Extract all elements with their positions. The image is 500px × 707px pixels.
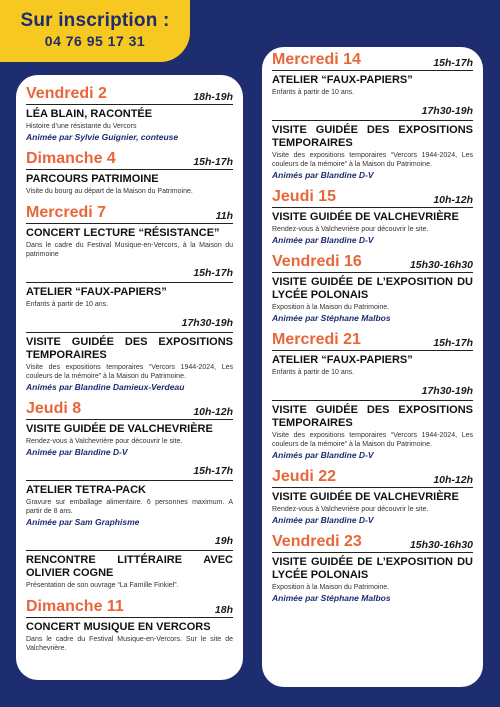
- event-item: [26, 484, 233, 527]
- event-time-row: [272, 381, 473, 401]
- event-host: Animés par Blandine Damieux-Verdeau: [26, 382, 185, 392]
- event-time: 15h-17h: [193, 156, 233, 168]
- event-item: [272, 211, 473, 245]
- event-time: 15h30-16h30: [409, 259, 473, 271]
- event-title: VISITE GUIDÉE DE VALCHEVRIÈRE: [272, 211, 459, 223]
- day-block: [26, 85, 233, 142]
- event-description: Visite des expositions temporaires “Vercors 1944-2024, Les couleurs de la mémoire” à la Maison du Patrimoine.: [272, 432, 473, 448]
- event-title: ATELIER TETRA-PACK: [26, 484, 146, 496]
- event-time-row: [26, 461, 233, 481]
- event-host: Animée par Sam Graphisme: [26, 517, 140, 527]
- event-time: 15h-17h: [193, 267, 233, 279]
- event-time-row: [26, 531, 233, 551]
- day-block: [272, 533, 473, 603]
- day-block: [26, 204, 233, 392]
- day-name: Jeudi 22: [272, 468, 337, 485]
- event-description: Présentation de son ouvrage “La Famille Finkiel”.: [26, 582, 179, 589]
- event-time: 15h-17h: [193, 465, 233, 477]
- event-description: Visite du bourg au départ de la Maison du Patrimoine.: [26, 188, 193, 195]
- event-item: [26, 621, 233, 653]
- day-header: [26, 85, 233, 105]
- event-host: Animée par Blandine D-V: [26, 447, 128, 457]
- event-time: 10h-12h: [433, 474, 473, 486]
- day-name: Mercredi 21: [272, 331, 361, 348]
- event-time: 15h30-16h30: [409, 539, 473, 551]
- event-time: 17h30-19h: [421, 385, 473, 397]
- day-name: Mercredi 7: [26, 204, 107, 221]
- day-header: [26, 150, 233, 170]
- event-title: VISITE GUIDÉE DES EXPOSITIONS TEMPORAIRES: [26, 336, 233, 361]
- day-header: [26, 204, 233, 224]
- day-header: [26, 400, 233, 420]
- event-host: Animée par Blandine D-V: [272, 235, 374, 245]
- event-time-row: [26, 263, 233, 283]
- event-item: [26, 227, 233, 259]
- event-time: 15h-17h: [433, 337, 473, 349]
- event-title: VISITE GUIDÉE DE L’EXPOSITION DU LYCÉE POLONAIS: [272, 276, 473, 301]
- event-time: 15h-17h: [433, 57, 473, 69]
- event-title: VISITE GUIDÉE DES EXPOSITIONS TEMPORAIRES: [272, 124, 473, 149]
- day-header: [272, 533, 473, 553]
- day-header: [272, 331, 473, 351]
- event-title: ATELIER “FAUX-PAPIERS”: [26, 286, 167, 298]
- event-description: Histoire d’une résistante du Vercors: [26, 123, 137, 130]
- event-item: [26, 286, 233, 309]
- event-host: Animée par Sylvie Guignier, conteuse: [26, 132, 179, 142]
- event-item: [26, 554, 233, 590]
- event-title: VISITE GUIDÉE DE VALCHEVRIÈRE: [26, 423, 213, 435]
- event-time: 11h: [215, 210, 233, 222]
- event-time: 18h: [214, 604, 233, 616]
- day-name: Dimanche 4: [26, 150, 116, 167]
- event-time: 17h30-19h: [181, 317, 233, 329]
- event-item: [26, 336, 233, 392]
- event-description: Dans le cadre du Festival Musique-en-Vercors. Sur le site de Valchevrière.: [26, 636, 233, 652]
- event-description: Enfants à partir de 10 ans.: [272, 369, 355, 376]
- event-time: 17h30-19h: [421, 105, 473, 117]
- event-time: 10h-12h: [193, 406, 233, 418]
- event-description: Gravure sur emballage alimentaire. 6 personnes maximum. A partir de 8 ans.: [26, 499, 233, 515]
- event-host: Animée par Stéphane Malbos: [272, 593, 391, 603]
- day-block: [272, 51, 473, 180]
- event-title: CONCERT MUSIQUE EN VERCORS: [26, 621, 211, 633]
- day-block: [272, 331, 473, 460]
- day-block: [272, 468, 473, 525]
- event-host: Animés par Blandine D-V: [272, 450, 374, 460]
- event-host: Animés par Blandine D-V: [272, 170, 374, 180]
- day-header: [272, 188, 473, 208]
- registration-phone: 04 76 95 17 31: [44, 33, 146, 49]
- day-name: Vendredi 23: [272, 533, 362, 550]
- day-name: Dimanche 11: [26, 598, 124, 615]
- event-description: Rendez-vous à Valchevrière pour découvrir le site.: [272, 506, 429, 513]
- event-description: Visite des expositions temporaires “Vercors 1944-2024, Les couleurs de la mémoire” à la Maison du Patrimoine.: [272, 152, 473, 168]
- day-name: Jeudi 15: [272, 188, 337, 205]
- event-title: RENCONTRE LITTÉRAIRE AVEC OLIVIER COGNE: [26, 554, 233, 579]
- day-block: [26, 400, 233, 590]
- event-title: VISITE GUIDÉE DES EXPOSITIONS TEMPORAIRES: [272, 404, 473, 429]
- event-description: Exposition à la Maison du Patrimoine.: [272, 584, 390, 591]
- event-item: [272, 74, 473, 97]
- event-description: Visite des expositions temporaires “Vercors 1944-2024, Les couleurs de la mémoire” à la Maison du Patrimoine.: [26, 364, 233, 380]
- day-block: [26, 150, 233, 196]
- registration-title: Sur inscription :: [20, 10, 170, 31]
- event-time: 18h-19h: [193, 91, 233, 103]
- day-name: Vendredi 16: [272, 253, 362, 270]
- event-time: 19h: [214, 535, 233, 547]
- event-description: Exposition à la Maison du Patrimoine.: [272, 304, 390, 311]
- event-title: PARCOURS PATRIMOINE: [26, 173, 159, 185]
- event-title: VISITE GUIDÉE DE L’EXPOSITION DU LYCÉE POLONAIS: [272, 556, 473, 581]
- event-description: Rendez-vous à Valchevrière pour découvrir le site.: [26, 438, 183, 445]
- event-host: Animée par Blandine D-V: [272, 515, 374, 525]
- event-item: [272, 404, 473, 460]
- event-time: 10h-12h: [433, 194, 473, 206]
- day-name: Jeudi 8: [26, 400, 82, 417]
- registration-banner: [0, 0, 190, 62]
- event-time-row: [26, 313, 233, 333]
- day-header: [272, 253, 473, 273]
- event-description: Dans le cadre du Festival Musique-en-Vercors, à la Maison du patrimoine: [26, 242, 233, 258]
- event-description: Rendez-vous à Valchevrière pour découvrir le site.: [272, 226, 429, 233]
- event-item: [26, 173, 233, 196]
- day-header: [272, 51, 473, 71]
- day-block: [272, 188, 473, 245]
- day-name: Vendredi 2: [26, 85, 107, 102]
- schedule-card-left: [16, 75, 243, 680]
- event-title: ATELIER “FAUX-PAPIERS”: [272, 354, 413, 366]
- event-host: Animée par Stéphane Malbos: [272, 313, 391, 323]
- event-item: [272, 124, 473, 180]
- day-block: [26, 598, 233, 653]
- event-item: [272, 354, 473, 377]
- event-item: [26, 108, 233, 142]
- event-description: Enfants à partir de 10 ans.: [26, 301, 109, 308]
- event-title: VISITE GUIDÉE DE VALCHEVRIÈRE: [272, 491, 459, 503]
- day-header: [272, 468, 473, 488]
- event-title: CONCERT LECTURE “RÉSISTANCE”: [26, 227, 220, 239]
- event-item: [272, 276, 473, 323]
- event-item: [26, 423, 233, 457]
- event-item: [272, 556, 473, 603]
- schedule-card-right: [262, 47, 483, 687]
- event-title: ATELIER “FAUX-PAPIERS”: [272, 74, 413, 86]
- day-name: Mercredi 14: [272, 51, 361, 68]
- event-item: [272, 491, 473, 525]
- event-description: Enfants à partir de 10 ans.: [272, 89, 355, 96]
- day-header: [26, 598, 233, 618]
- day-block: [272, 253, 473, 323]
- event-time-row: [272, 101, 473, 121]
- event-title: LÉA BLAIN, RACONTÉE: [26, 108, 153, 120]
